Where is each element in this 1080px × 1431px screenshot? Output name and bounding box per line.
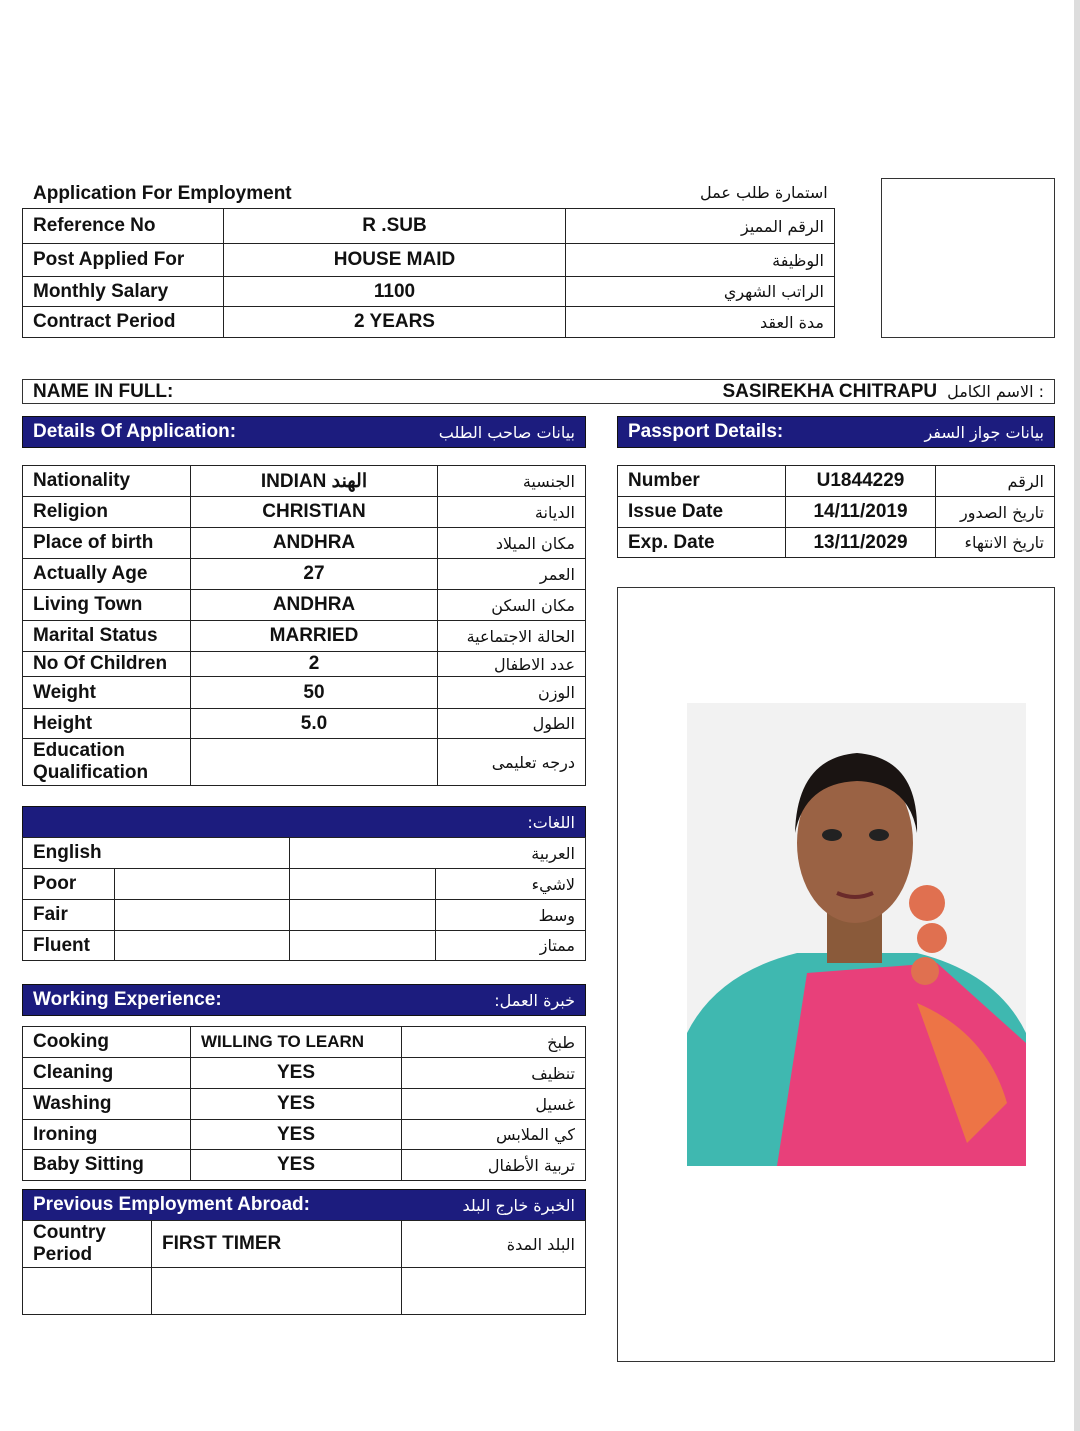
- value: ANDHRA: [191, 528, 438, 559]
- arabic-label: البلد المدة: [402, 1221, 586, 1268]
- arabic-label: مكان الميلاد: [438, 528, 586, 559]
- table-row: [23, 739, 586, 786]
- arabic-language-label: العربية: [290, 838, 586, 869]
- table-row: [23, 590, 586, 621]
- table-row: [23, 838, 586, 869]
- abroad-header: [22, 1189, 586, 1221]
- table-row: [23, 677, 586, 709]
- arabic-label: تربية الأطفال: [402, 1150, 586, 1181]
- arabic-label: تاريخ الانتهاء: [936, 528, 1055, 558]
- label: Poor: [23, 869, 115, 900]
- empty-cell: [23, 1268, 152, 1315]
- value: INDIAN الهند: [191, 466, 438, 497]
- value: YES: [191, 1089, 402, 1120]
- table-row: [618, 497, 1055, 528]
- label: Country Period: [23, 1221, 152, 1268]
- table-row: [23, 1268, 586, 1315]
- empty-cell: [152, 1268, 402, 1315]
- table-row: [23, 528, 586, 559]
- english-level-cell: [115, 931, 290, 961]
- arabic-label: لاشيء: [436, 869, 586, 900]
- full-name-row: [22, 379, 1055, 404]
- label: Education Qualification: [23, 739, 191, 786]
- label: No Of Children: [23, 652, 191, 677]
- form-title: Application For Employment: [33, 183, 292, 204]
- passport-title: Passport Details:: [628, 421, 784, 442]
- experience-table: [22, 1026, 586, 1181]
- arabic-label: الجنسية: [438, 466, 586, 497]
- value: YES: [191, 1120, 402, 1150]
- label: Exp. Date: [618, 528, 786, 558]
- value: YES: [191, 1150, 402, 1181]
- table-row: [23, 277, 835, 307]
- table-row: [23, 931, 586, 961]
- passport-arabic-title: بيانات جواز السفر: [924, 422, 1044, 442]
- label: Nationality: [23, 466, 191, 497]
- value: [191, 739, 438, 786]
- passport-header: [617, 416, 1055, 448]
- value: FIRST TIMER: [152, 1221, 402, 1268]
- arabic-label: العمر: [438, 559, 586, 590]
- value: 2 YEARS: [224, 307, 566, 338]
- arabic-label: مدة العقد: [566, 307, 835, 338]
- english-label: English: [23, 838, 290, 869]
- label: Weight: [23, 677, 191, 709]
- table-row: [23, 1150, 586, 1181]
- english-level-cell: [115, 900, 290, 931]
- table-row: [23, 900, 586, 931]
- value: YES: [191, 1058, 402, 1089]
- value: 5.0: [191, 709, 438, 739]
- abroad-table: [22, 1220, 586, 1315]
- details-header: [22, 416, 586, 448]
- experience-title: Working Experience:: [33, 989, 222, 1010]
- top-info-table: [22, 208, 835, 338]
- experience-arabic-title: خبرة العمل:: [494, 990, 575, 1010]
- details-title: Details Of Application:: [33, 421, 237, 442]
- name-value: SASIREKHA CHITRAPU: [722, 380, 938, 402]
- arabic-label: طبخ: [402, 1027, 586, 1058]
- table-row: [23, 209, 835, 244]
- label: Cooking: [23, 1027, 191, 1058]
- value: ANDHRA: [191, 590, 438, 621]
- table-row: [23, 1221, 586, 1268]
- value: MARRIED: [191, 621, 438, 652]
- label: Cleaning: [23, 1058, 191, 1089]
- label: Living Town: [23, 590, 191, 621]
- empty-cell: [402, 1268, 586, 1315]
- value: R .SUB: [224, 209, 566, 244]
- english-level-cell: [115, 869, 290, 900]
- table-row: [23, 621, 586, 652]
- arabic-label: الحالة الاجتماعية: [438, 621, 586, 652]
- table-row: [23, 466, 586, 497]
- details-arabic-title: بيانات صاحب الطلب: [438, 422, 575, 442]
- arabic-label: درجه تعليمى: [438, 739, 586, 786]
- table-row: [23, 244, 835, 277]
- scrollbar[interactable]: [1074, 0, 1080, 1431]
- label: Washing: [23, 1089, 191, 1120]
- details-table: [22, 465, 586, 786]
- label: Fair: [23, 900, 115, 931]
- value: U1844229: [786, 466, 936, 497]
- label: Place of birth: [23, 528, 191, 559]
- languages-header: [22, 806, 586, 838]
- arabic-label: تاريخ الصدور: [936, 497, 1055, 528]
- abroad-title: Previous Employment Abroad:: [33, 1194, 310, 1215]
- arabic-label: وسط: [436, 900, 586, 931]
- arabic-label: الرقم: [936, 466, 1055, 497]
- arabic-label: الرقم المميز: [566, 209, 835, 244]
- passport-table: [617, 465, 1055, 558]
- table-row: [618, 466, 1055, 497]
- label: Contract Period: [23, 307, 224, 338]
- arabic-level-cell: [290, 900, 436, 931]
- arabic-label: ممتاز: [436, 931, 586, 961]
- label: Religion: [23, 497, 191, 528]
- table-row: [23, 1089, 586, 1120]
- label: Ironing: [23, 1120, 191, 1150]
- table-row: [23, 307, 835, 338]
- arabic-label: الديانة: [438, 497, 586, 528]
- label: Actually Age: [23, 559, 191, 590]
- arabic-label: الطول: [438, 709, 586, 739]
- arabic-label: عدد الاطفال: [438, 652, 586, 677]
- arabic-label: الوزن: [438, 677, 586, 709]
- small-photo-box: [881, 178, 1055, 338]
- label: Baby Sitting: [23, 1150, 191, 1181]
- abroad-arabic-title: الخبرة خارج البلد: [462, 1195, 575, 1215]
- table-row: [23, 1027, 586, 1058]
- languages-table: [22, 837, 586, 961]
- value: 14/11/2019: [786, 497, 936, 528]
- applicant-photo: [687, 703, 1026, 1166]
- arabic-label: مكان السكن: [438, 590, 586, 621]
- arabic-label: الراتب الشهري: [566, 277, 835, 307]
- arabic-label: تنظيف: [402, 1058, 586, 1089]
- label: Reference No: [23, 209, 224, 244]
- label: Issue Date: [618, 497, 786, 528]
- arabic-label: غسيل: [402, 1089, 586, 1120]
- name-label: NAME IN FULL:: [33, 380, 174, 402]
- form-title-arabic: استمارة طلب عمل: [700, 183, 828, 202]
- value: 13/11/2029: [786, 528, 936, 558]
- table-row: [23, 709, 586, 739]
- arabic-label: الوظيفة: [566, 244, 835, 277]
- arabic-level-cell: [290, 931, 436, 961]
- label: Monthly Salary: [23, 277, 224, 307]
- table-row: [23, 652, 586, 677]
- value: 50: [191, 677, 438, 709]
- value: 2: [191, 652, 438, 677]
- table-row: [23, 869, 586, 900]
- label: Fluent: [23, 931, 115, 961]
- languages-arabic-title: اللغات:: [527, 812, 575, 832]
- value: CHRISTIAN: [191, 497, 438, 528]
- arabic-label: كي الملابس: [402, 1120, 586, 1150]
- label: Post Applied For: [23, 244, 224, 277]
- table-row: [23, 1058, 586, 1089]
- label: Marital Status: [23, 621, 191, 652]
- value: 27: [191, 559, 438, 590]
- label: Height: [23, 709, 191, 739]
- table-row: [23, 559, 586, 590]
- value: WILLING TO LEARN: [191, 1027, 402, 1058]
- name-arabic-label: : الاسم الكامل: [947, 382, 1044, 401]
- table-row: [23, 1120, 586, 1150]
- table-row: [618, 528, 1055, 558]
- experience-header: [22, 984, 586, 1016]
- arabic-level-cell: [290, 869, 436, 900]
- table-row: [23, 497, 586, 528]
- label: Number: [618, 466, 786, 497]
- value: 1100: [224, 277, 566, 307]
- value: HOUSE MAID: [224, 244, 566, 277]
